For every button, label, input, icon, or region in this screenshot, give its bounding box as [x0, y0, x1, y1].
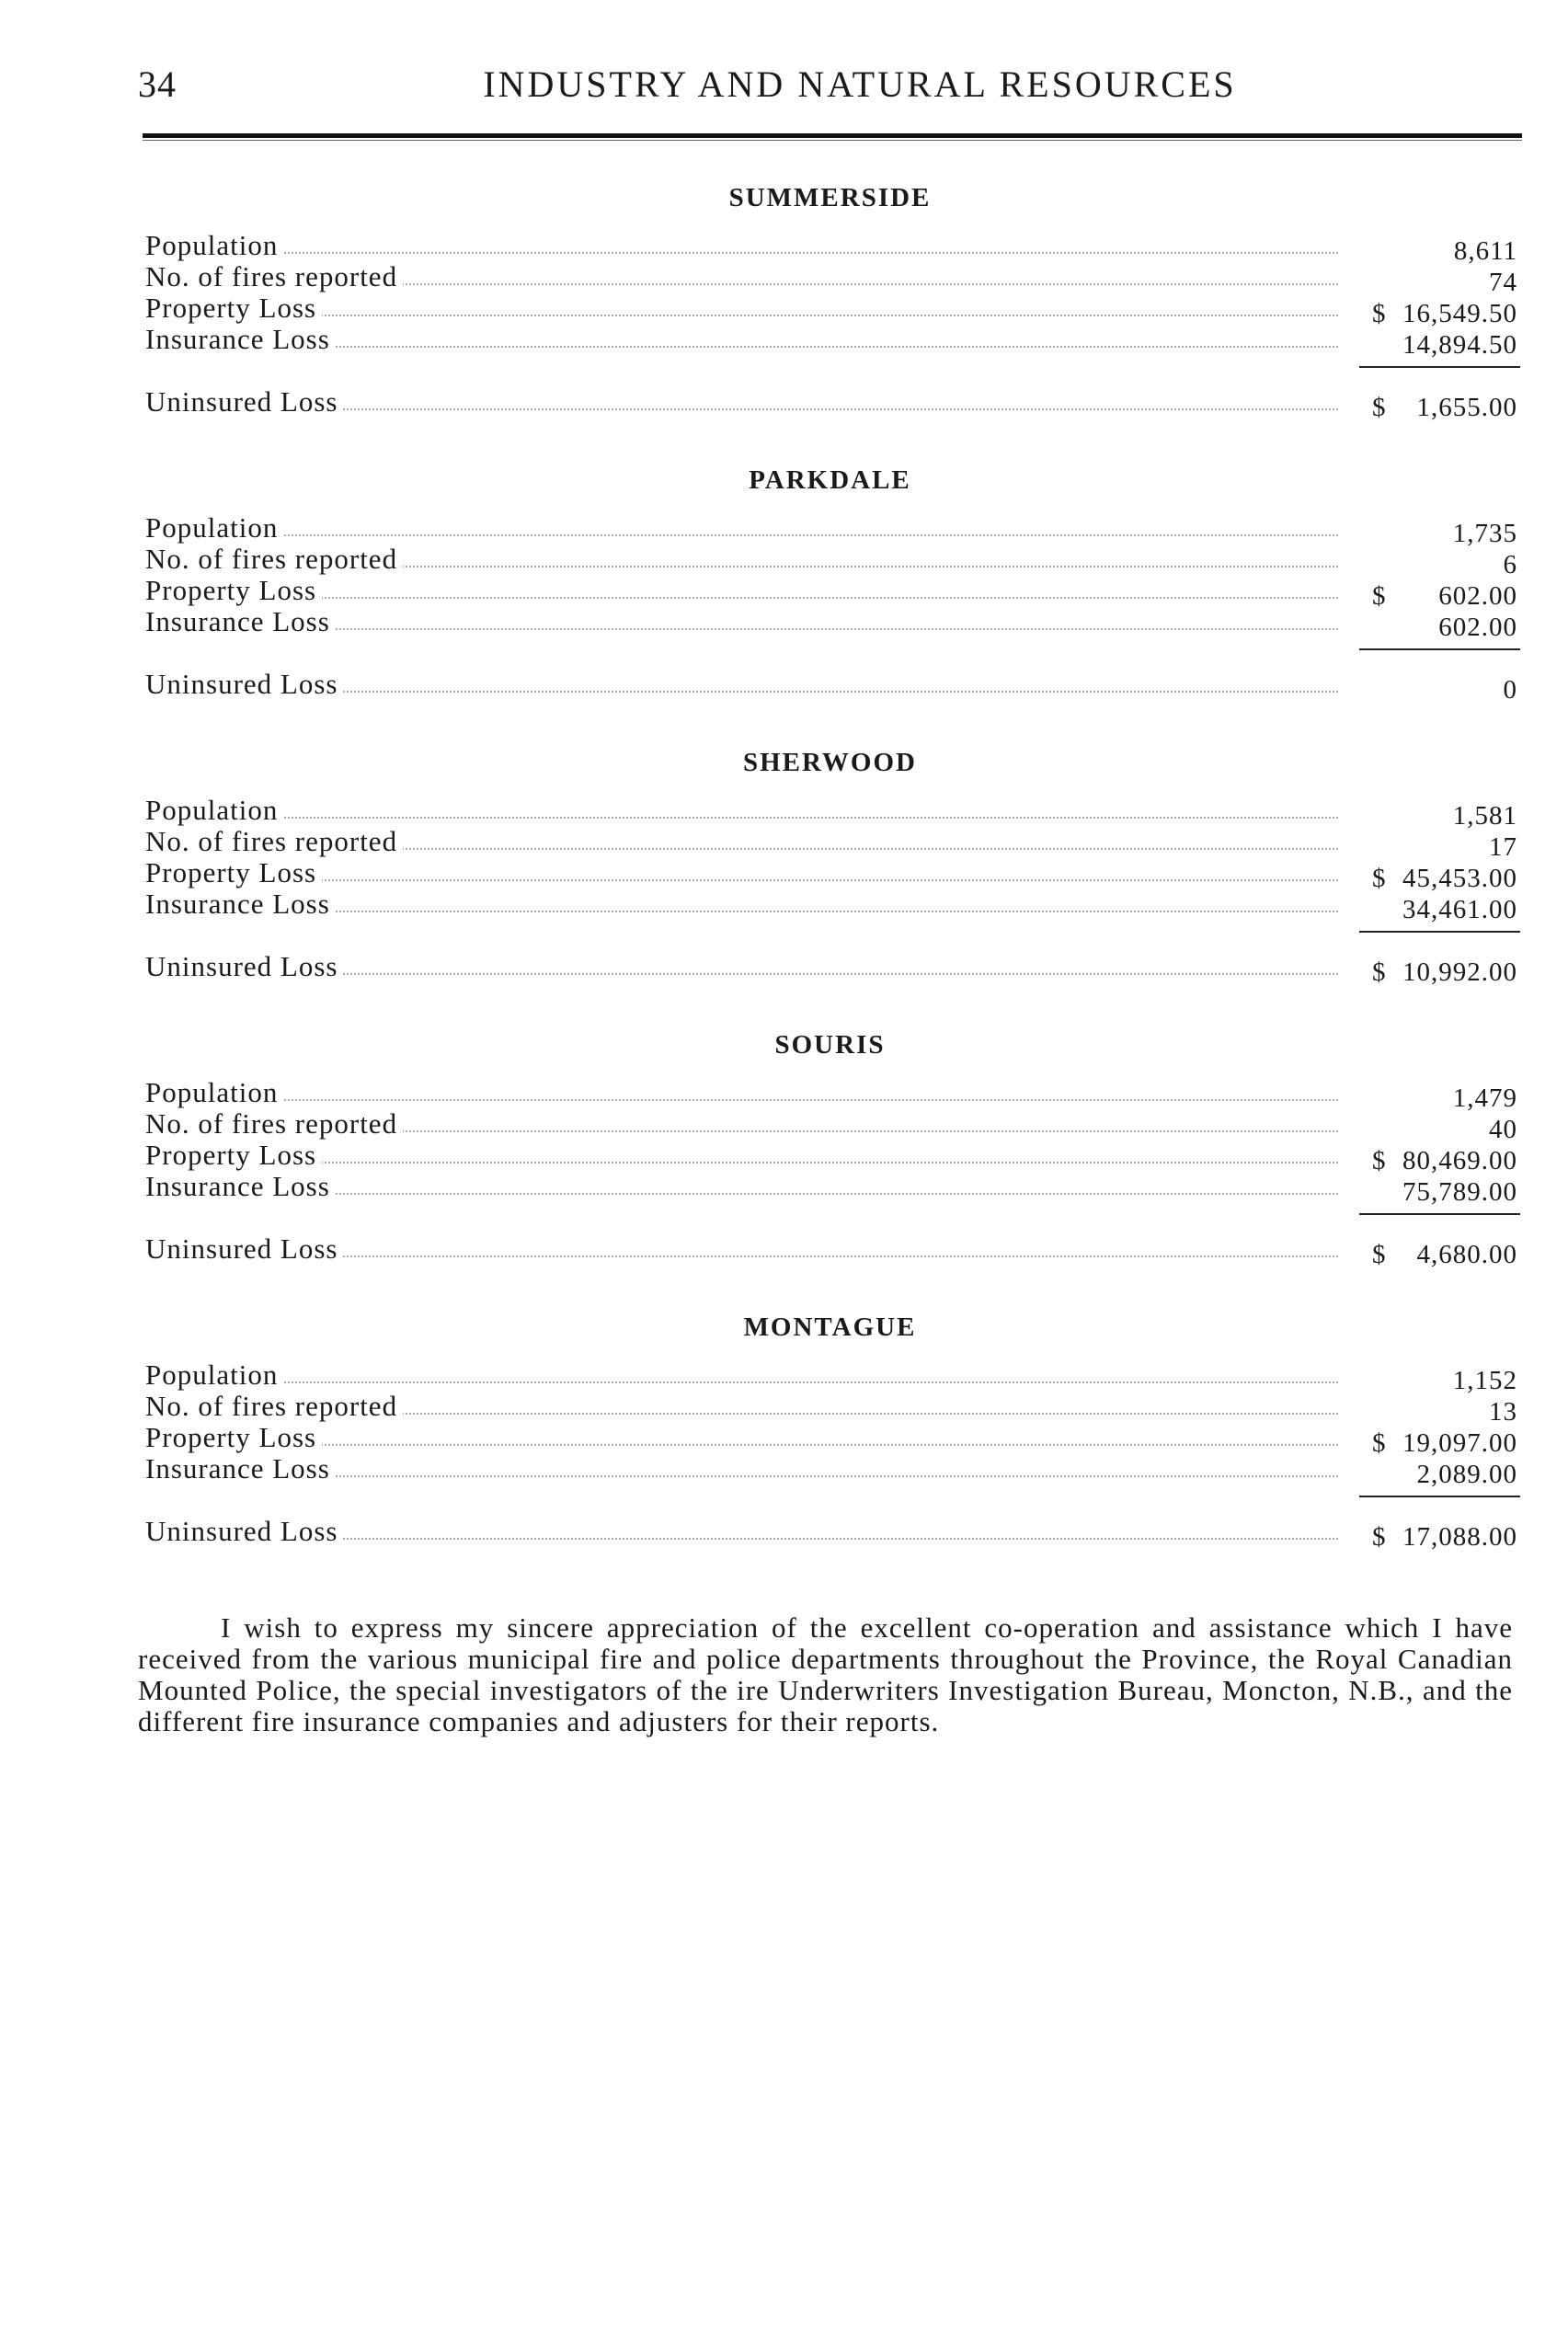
fires-label: No. of fires reported	[145, 826, 403, 857]
property-loss-row	[138, 292, 1522, 328]
header-rule	[143, 133, 1522, 138]
fires-value: 17	[1489, 832, 1517, 862]
page-number: 34	[138, 63, 177, 105]
uninsured-loss-row	[138, 950, 1522, 987]
dollar-sign: $	[1372, 581, 1387, 611]
property-loss-label: Property Loss	[145, 575, 322, 606]
fires-value: 74	[1489, 268, 1517, 297]
population-row	[138, 511, 1522, 548]
uninsured-loss-row	[138, 385, 1522, 422]
population-label: Population	[145, 795, 283, 826]
insurance-loss-row	[138, 605, 1522, 642]
fires-label: No. of fires reported	[145, 261, 403, 292]
uninsured-loss-row	[138, 1232, 1522, 1269]
property-loss-row	[138, 574, 1522, 611]
section-souris	[138, 1022, 1522, 1269]
uninsured-loss-label: Uninsured Loss	[145, 1516, 343, 1547]
running-title: INDUSTRY AND NATURAL RESOURCES	[483, 63, 1237, 105]
section-sherwood	[138, 739, 1522, 987]
uninsured-loss-value: 1,655.00	[1416, 393, 1517, 422]
dot-leader	[149, 1381, 1338, 1383]
header-rule-thin	[143, 140, 1522, 141]
property-loss-value: 80,469.00	[1402, 1146, 1517, 1175]
fires-label: No. of fires reported	[145, 1108, 403, 1140]
fires-row	[138, 825, 1522, 862]
insurance-loss-row	[138, 888, 1522, 924]
population-row	[138, 794, 1522, 831]
closing-paragraph: I wish to express my sincere appreciation of the excellent co-operation and assistance which I have received from the various municipal fire and police departments throughout the Province, the Royal Canadian Mounted Police, the special investigators of the ire Underwriters Investigation Bureau, Moncton, N.B., and the different fire insurance companies and adjusters for their reports.	[138, 1611, 1513, 1737]
property-loss-label: Property Loss	[145, 1140, 322, 1171]
sum-rule	[1359, 648, 1520, 650]
population-row	[138, 1076, 1522, 1113]
population-label: Population	[145, 512, 283, 544]
property-loss-value: 19,097.00	[1402, 1428, 1517, 1458]
uninsured-loss-label: Uninsured Loss	[145, 1233, 343, 1265]
property-loss-row	[138, 1139, 1522, 1175]
section-parkdale	[138, 457, 1522, 705]
insurance-loss-value: 602.00	[1438, 613, 1517, 642]
property-loss-value: 602.00	[1438, 581, 1517, 611]
fires-value: 6	[1503, 550, 1517, 579]
page-header	[138, 63, 1527, 118]
insurance-loss-value: 34,461.00	[1402, 895, 1517, 924]
population-value: 1,479	[1452, 1083, 1517, 1113]
section-title: MONTAGUE	[743, 1313, 917, 1342]
population-row	[138, 229, 1522, 266]
section-title: PARKDALE	[749, 465, 911, 495]
dollar-sign: $	[1372, 393, 1387, 422]
property-loss-label: Property Loss	[145, 857, 322, 888]
insurance-loss-label: Insurance Loss	[145, 1171, 336, 1202]
dollar-sign: $	[1372, 1428, 1387, 1458]
section-title: SHERWOOD	[742, 748, 917, 777]
insurance-loss-label: Insurance Loss	[145, 1453, 336, 1485]
sum-rule	[1359, 1496, 1520, 1497]
insurance-loss-row	[138, 1170, 1522, 1207]
insurance-loss-label: Insurance Loss	[145, 324, 336, 355]
uninsured-loss-value: 10,992.00	[1402, 957, 1517, 987]
insurance-loss-value: 2,089.00	[1416, 1460, 1517, 1489]
dot-leader	[149, 1099, 1338, 1101]
insurance-loss-row	[138, 323, 1522, 360]
uninsured-loss-row	[138, 1515, 1522, 1552]
fires-label: No. of fires reported	[145, 1391, 403, 1422]
uninsured-loss-label: Uninsured Loss	[145, 951, 343, 982]
uninsured-loss-label: Uninsured Loss	[145, 669, 343, 700]
population-value: 1,152	[1452, 1366, 1517, 1395]
dollar-sign: $	[1372, 1240, 1387, 1269]
property-loss-value: 45,453.00	[1402, 864, 1517, 893]
fires-row	[138, 1107, 1522, 1144]
uninsured-loss-value: 17,088.00	[1402, 1522, 1517, 1552]
fires-value: 40	[1489, 1115, 1517, 1144]
sum-rule	[1359, 366, 1520, 368]
insurance-loss-row	[138, 1452, 1522, 1489]
section-title: SUMMERSIDE	[728, 183, 932, 212]
fires-row	[138, 543, 1522, 579]
sum-rule	[1359, 1213, 1520, 1215]
uninsured-loss-label: Uninsured Loss	[145, 386, 343, 418]
property-loss-row	[138, 856, 1522, 893]
property-loss-label: Property Loss	[145, 1422, 322, 1453]
dollar-sign: $	[1372, 864, 1387, 893]
insurance-loss-label: Insurance Loss	[145, 606, 336, 637]
property-loss-row	[138, 1421, 1522, 1458]
dot-leader	[149, 597, 1338, 599]
property-loss-value: 16,549.50	[1402, 299, 1517, 328]
insurance-loss-label: Insurance Loss	[145, 888, 336, 920]
fires-row	[138, 1390, 1522, 1427]
uninsured-loss-value: 4,680.00	[1416, 1240, 1517, 1269]
population-value: 8,611	[1453, 236, 1517, 266]
sum-rule	[1359, 931, 1520, 933]
fires-value: 13	[1489, 1397, 1517, 1427]
uninsured-loss-value: 0	[1503, 675, 1517, 705]
fires-row	[138, 260, 1522, 297]
section-summerside	[138, 175, 1522, 422]
fires-label: No. of fires reported	[145, 544, 403, 575]
dollar-sign: $	[1372, 299, 1387, 328]
insurance-loss-value: 14,894.50	[1402, 330, 1517, 360]
uninsured-loss-row	[138, 668, 1522, 705]
population-label: Population	[145, 1359, 283, 1391]
dollar-sign: $	[1372, 957, 1387, 987]
population-label: Population	[145, 230, 283, 261]
dot-leader	[149, 1444, 1338, 1446]
population-value: 1,581	[1452, 801, 1517, 831]
population-label: Population	[145, 1077, 283, 1108]
property-loss-label: Property Loss	[145, 292, 322, 324]
dollar-sign: $	[1372, 1146, 1387, 1175]
population-row	[138, 1358, 1522, 1395]
dollar-sign: $	[1372, 1522, 1387, 1552]
dot-leader	[149, 1162, 1338, 1164]
section-title: SOURIS	[774, 1030, 886, 1060]
dot-leader	[149, 315, 1338, 316]
dot-leader	[149, 817, 1338, 819]
population-value: 1,735	[1452, 519, 1517, 548]
insurance-loss-value: 75,789.00	[1402, 1177, 1517, 1207]
section-montague	[138, 1304, 1522, 1552]
dot-leader	[149, 534, 1338, 536]
dot-leader	[149, 252, 1338, 254]
dot-leader	[149, 879, 1338, 881]
